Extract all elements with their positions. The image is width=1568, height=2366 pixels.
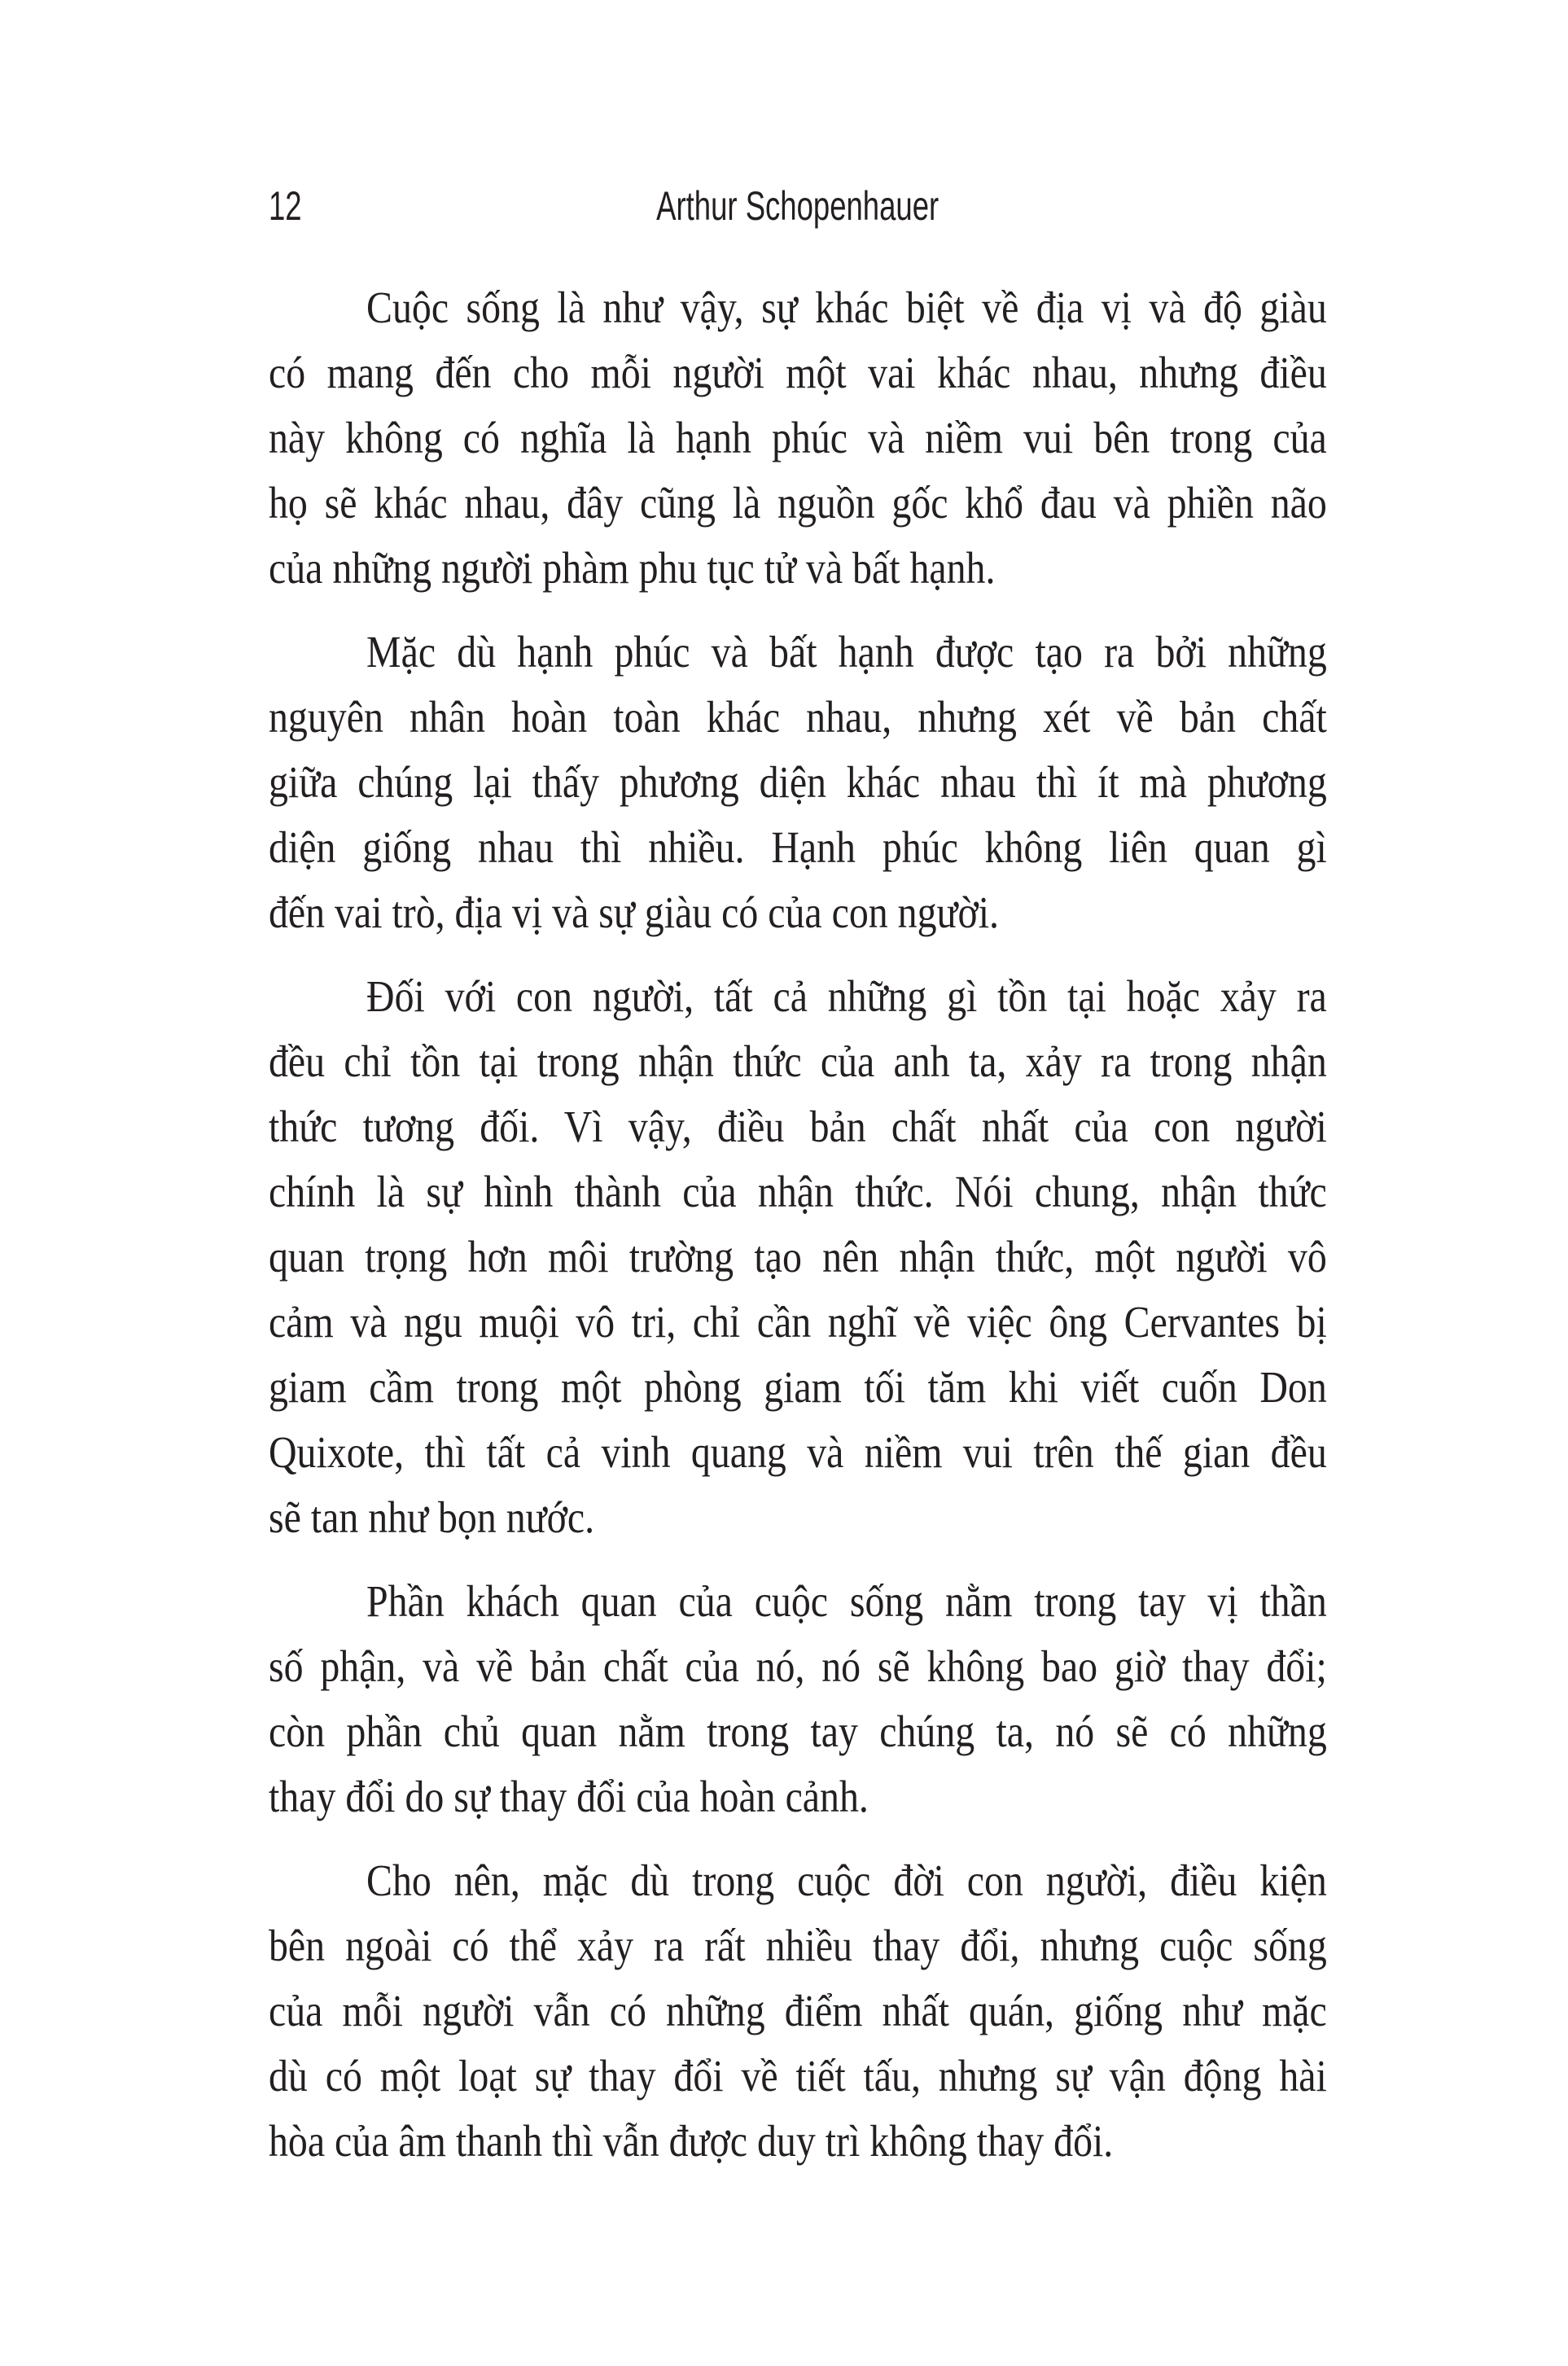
text-line: họ sẽ khác nhau, đây cũng là nguồn gốc khổ đau và phiền não — [269, 478, 1327, 528]
text-line: bên ngoài có thể xảy ra rất nhiều thay đổi, nhưng cuộc sống — [269, 1921, 1327, 1970]
paragraph — [269, 275, 1327, 601]
paragraph — [269, 1848, 1327, 2174]
text-line: này không có nghĩa là hạnh phúc và niềm vui bên trong của — [269, 413, 1327, 462]
body-text — [269, 275, 1327, 2174]
running-title-text: Arthur Schopenhauer — [656, 183, 939, 229]
text-line: thức tương đối. Vì vậy, điều bản chất nhất của con người — [269, 1102, 1327, 1151]
text-line: Đối với con người, tất cả những gì tồn tại hoặc xảy ra — [366, 971, 1327, 1021]
text-line: diện giống nhau thì nhiều. Hạnh phúc không liên quan gì — [269, 822, 1327, 872]
paragraph — [269, 1569, 1327, 1829]
text-line: của mỗi người vẫn có những điểm nhất quán, giống như mặc — [269, 1986, 1327, 2035]
text-line: đến vai trò, địa vị và sự giàu có của con người. — [269, 887, 1000, 937]
text-line: Mặc dù hạnh phúc và bất hạnh được tạo ra bởi những — [366, 627, 1327, 677]
text-line: dù có một loạt sự thay đổi về tiết tấu, nhưng sự vận động hài — [269, 2051, 1327, 2101]
text-line: của những người phàm phu tục tử và bất hạnh. — [269, 543, 996, 593]
running-title — [269, 183, 1327, 229]
text-line: có mang đến cho mỗi người một vai khác nhau, nhưng điều — [269, 348, 1327, 397]
paragraph — [269, 620, 1327, 945]
paragraph — [269, 964, 1327, 1550]
text-line: thay đổi do sự thay đổi của hoàn cảnh. — [269, 1772, 869, 1821]
text-line: Phần khách quan của cuộc sống nằm trong tay vị thần — [366, 1576, 1327, 1626]
page-number: 12 — [269, 183, 302, 229]
text-line: nguyên nhân hoàn toàn khác nhau, nhưng xét về bản chất — [269, 692, 1327, 742]
text-line: Quixote, thì tất cả vinh quang và niềm vui trên thế gian đều — [269, 1427, 1327, 1477]
text-line: quan trọng hơn môi trường tạo nên nhận thức, một người vô — [269, 1232, 1327, 1282]
text-line: giữa chúng lại thấy phương diện khác nhau thì ít mà phương — [269, 757, 1327, 807]
text-line: sẽ tan như bọn nước. — [269, 1492, 595, 1542]
text-line: còn phần chủ quan nằm trong tay chúng ta, nó sẽ có những — [269, 1707, 1327, 1756]
text-line: Cuộc sống là như vậy, sự khác biệt về địa vị và độ giàu — [366, 283, 1327, 332]
text-line: cảm và ngu muội vô tri, chỉ cần nghĩ về việc ông Cervantes bị — [269, 1297, 1327, 1347]
text-line: giam cầm trong một phòng giam tối tăm khi viết cuốn Don — [269, 1362, 1327, 1412]
text-line: hòa của âm thanh thì vẫn được duy trì không thay đổi. — [269, 2116, 1114, 2166]
text-line: đều chỉ tồn tại trong nhận thức của anh ta, xảy ra trong nhận — [269, 1036, 1327, 1086]
text-line: số phận, và về bản chất của nó, nó sẽ không bao giờ thay đổi; — [269, 1641, 1327, 1691]
text-line: Cho nên, mặc dù trong cuộc đời con người, điều kiện — [366, 1856, 1327, 1905]
page-header — [269, 183, 1327, 229]
text-line: chính là sự hình thành của nhận thức. Nói chung, nhận thức — [269, 1167, 1327, 1216]
